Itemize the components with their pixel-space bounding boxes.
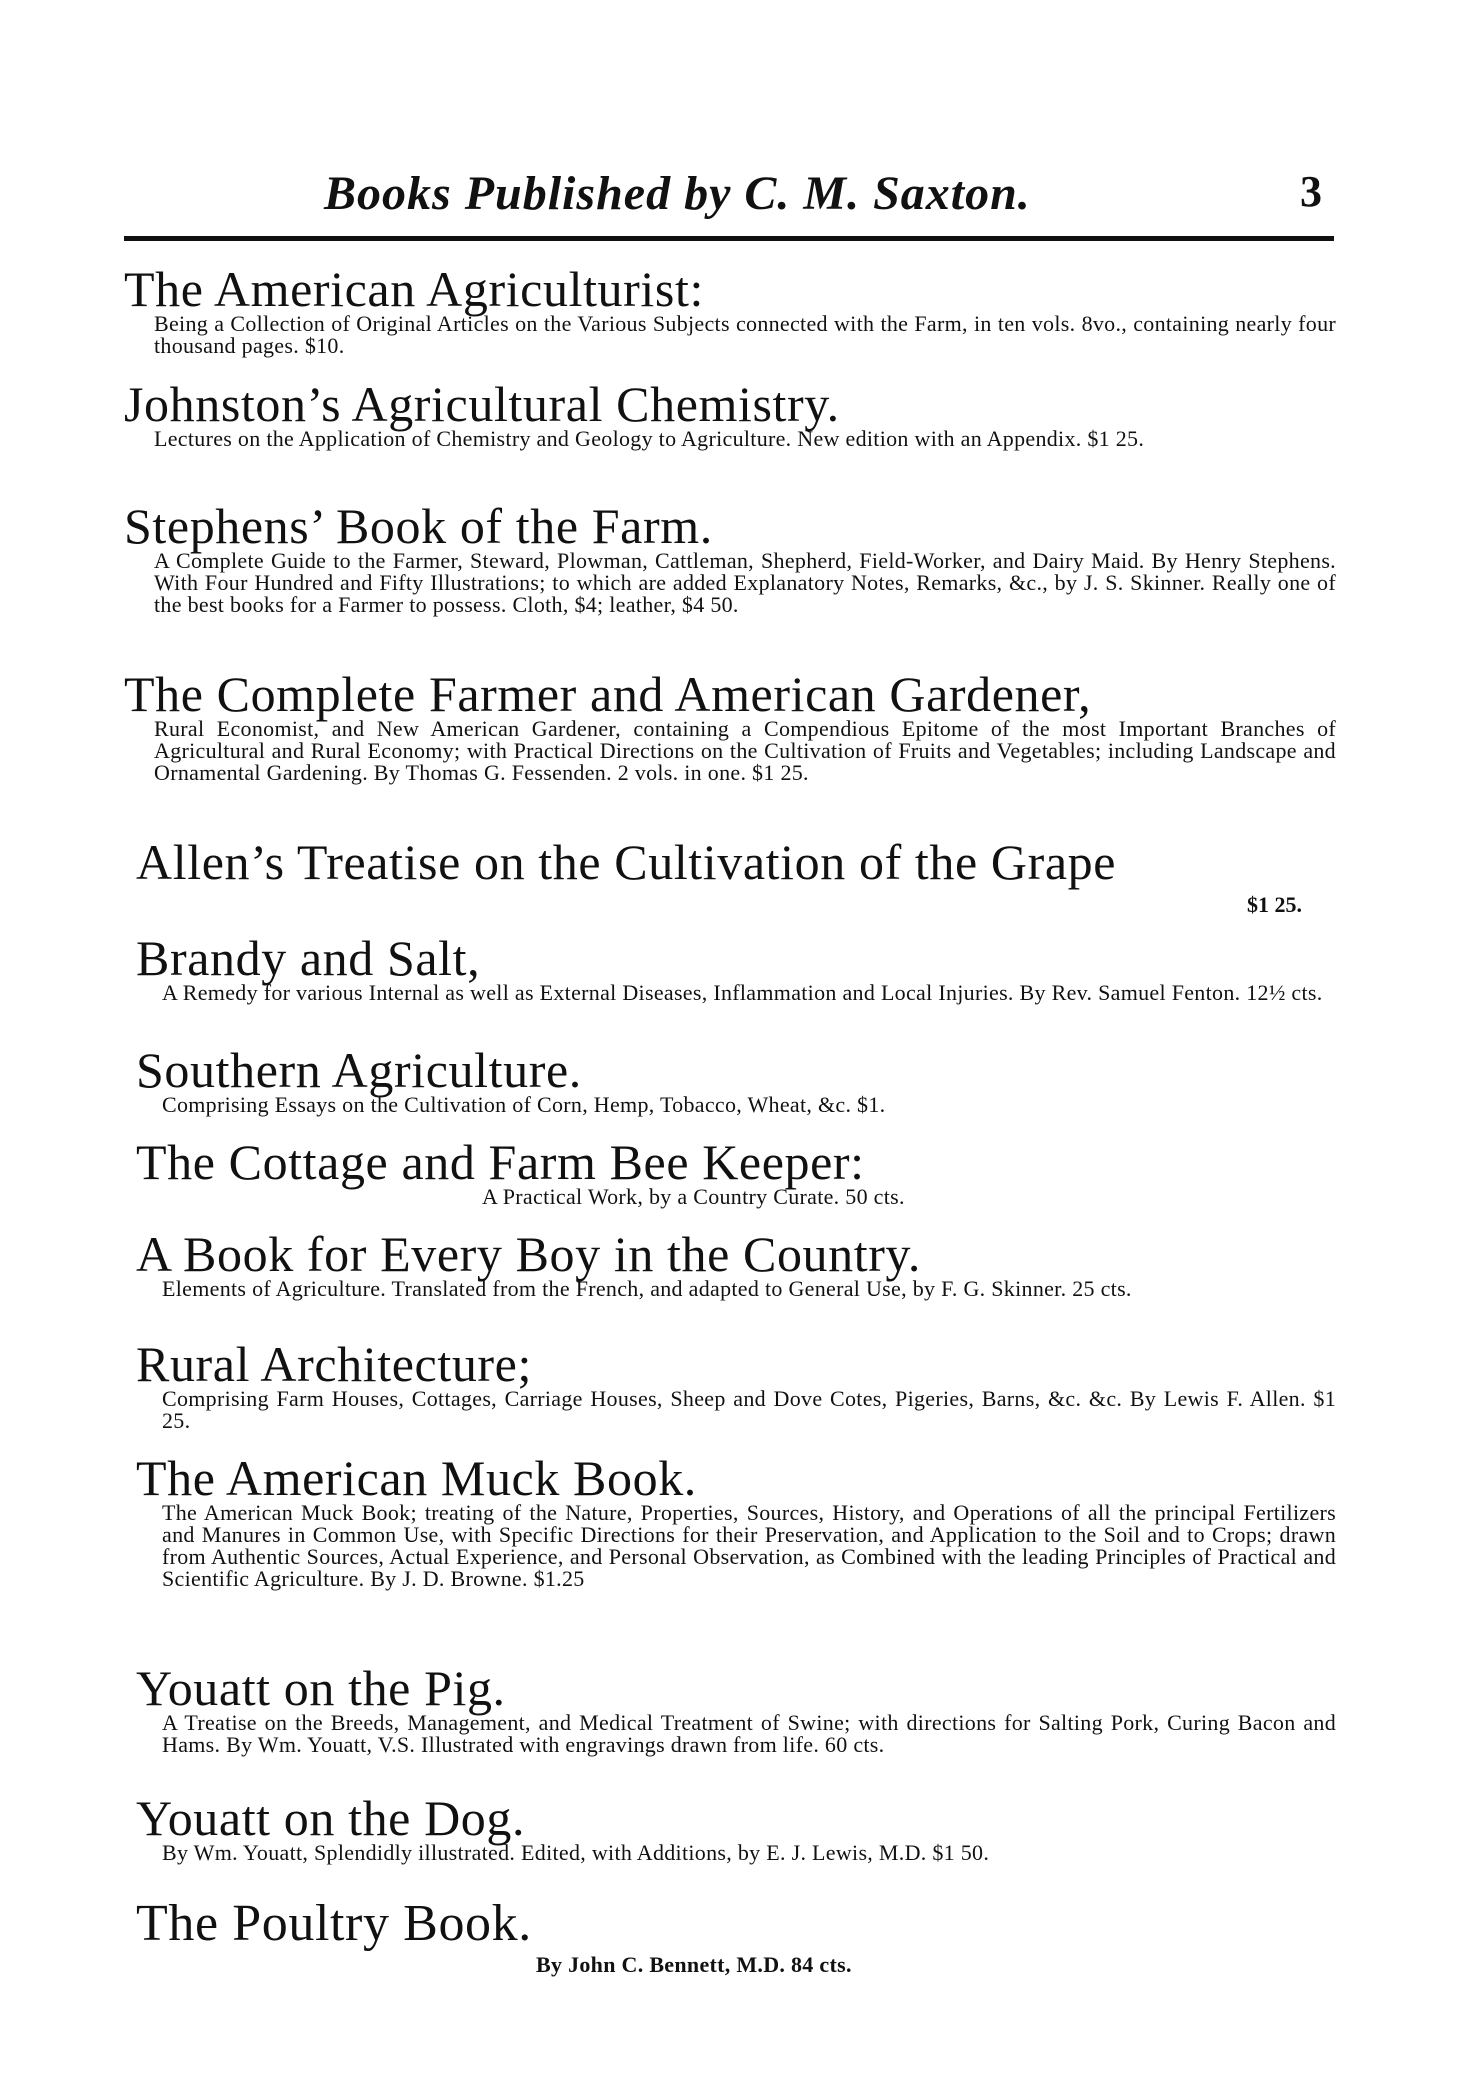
book-title: The Poultry Book. — [136, 1895, 532, 1952]
book-description: Being a Collection of Original Articles on the Various Subjects connected with the Farm, in ten vols. 8vo., containing nearly four thousand pages. $10. — [154, 311, 1336, 358]
book-entry — [124, 668, 1336, 784]
book-entry — [124, 378, 1336, 450]
book-description: By John C. Bennett, M.D. 84 cts. — [536, 1952, 852, 1977]
book-entry — [136, 1044, 1336, 1116]
book-title: The Cottage and Farm Bee Keeper: — [136, 1134, 865, 1190]
book-title: Youatt on the Pig. — [136, 1660, 506, 1716]
book-description: Lectures on the Application of Chemistry and Geology to Agriculture. New edition with an Appendix. $1 25. — [154, 426, 1145, 451]
page-number: 3 — [1300, 167, 1322, 216]
book-description: Elements of Agriculture. Translated from the French, and adapted to General Use, by F. G. Skinner. 25 cts. — [162, 1276, 1132, 1301]
book-entry — [136, 1792, 1336, 1864]
book-price: $1 25. — [1247, 892, 1302, 917]
book-description: By Wm. Youatt, Splendidly illustrated. Edited, with Additions, by E. J. Lewis, M.D. $1 50. — [162, 1840, 990, 1865]
book-description: Comprising Farm Houses, Cottages, Carriage Houses, Sheep and Dove Cotes, Pigeries, Barns, &c. &c. By Lewis F. Allen. $1 25. — [162, 1386, 1336, 1433]
book-title: Southern Agriculture. — [136, 1042, 582, 1098]
book-entry — [136, 836, 1336, 918]
book-description: Comprising Essays on the Cultivation of Corn, Hemp, Tobacco, Wheat, &c. $1. — [162, 1092, 886, 1117]
book-entry — [136, 1452, 1336, 1590]
book-entry — [136, 1228, 1336, 1300]
book-entry — [136, 1895, 1336, 1977]
book-description: A Remedy for various Internal as well as External Diseases, Inflammation and Local Injuries. By Rev. Samuel Fenton. 12½ cts. — [162, 980, 1323, 1005]
book-entry — [124, 500, 1336, 616]
page-header — [124, 160, 1332, 242]
book-entry — [136, 1662, 1336, 1756]
book-title: Rural Architecture; — [136, 1336, 532, 1392]
book-description: A Practical Work, by a Country Curate. 50 cts. — [482, 1184, 905, 1209]
book-title: Johnston’s Agricultural Chemistry. — [124, 376, 840, 432]
book-title: Allen’s Treatise on the Cultivation of the Grape — [136, 834, 1117, 890]
book-title: Youatt on the Dog. — [136, 1790, 526, 1846]
book-entry — [136, 1338, 1336, 1432]
book-title: The Complete Farmer and American Gardener, — [124, 666, 1092, 722]
book-entry — [124, 263, 1336, 357]
book-entry — [136, 932, 1336, 1004]
book-entry — [136, 1136, 1336, 1208]
book-description: A Complete Guide to the Farmer, Steward, Plowman, Cattleman, Shepherd, Field-Worker, and Dairy Maid. By Henry Stephens. With Four Hundred and Fifty Illustrations; to which are added Explanatory Notes, Remarks, &c., by J. S. Skinner. Really one of the best books for a Farmer to possess. Cloth, $4; leather, $4 50. — [154, 548, 1336, 617]
header-title: Books Published by C. M. Saxton. — [324, 167, 1031, 220]
book-title: A Book for Every Boy in the Country. — [136, 1226, 921, 1282]
book-title: Stephens’ Book of the Farm. — [124, 498, 713, 554]
book-description: Rural Economist, and New American Gardener, containing a Compendious Epitome of the most Important Branches of Agricultural and Rural Economy; with Practical Directions on the Cultivation of Fruits and Vegetables; including Landscape and Ornamental Gardening. By Thomas G. Fessenden. 2 vols. in one. $1 25. — [154, 716, 1336, 785]
book-title: The American Muck Book. — [136, 1450, 697, 1506]
book-description: The American Muck Book; treating of the Nature, Properties, Sources, History, and Operations of all the principal Fertilizers and Manures in Common Use, with Specific Directions for their Preservation, and Application to the Soil and to Crops; drawn from Authentic Sources, Actual Experience, and Personal Observation, as Combined with the leading Principles of Practical and Scientific Agriculture. By J. D. Browne. $1.25 — [162, 1500, 1336, 1591]
header-rule — [124, 236, 1334, 241]
book-title: The American Agriculturist: — [124, 261, 704, 317]
book-description: A Treatise on the Breeds, Management, and Medical Treatment of Swine; with directions for Salting Pork, Curing Bacon and Hams. By Wm. Youatt, V.S. Illustrated with engravings drawn from life. 60 cts. — [162, 1710, 1336, 1757]
book-title: Brandy and Salt, — [136, 930, 481, 986]
